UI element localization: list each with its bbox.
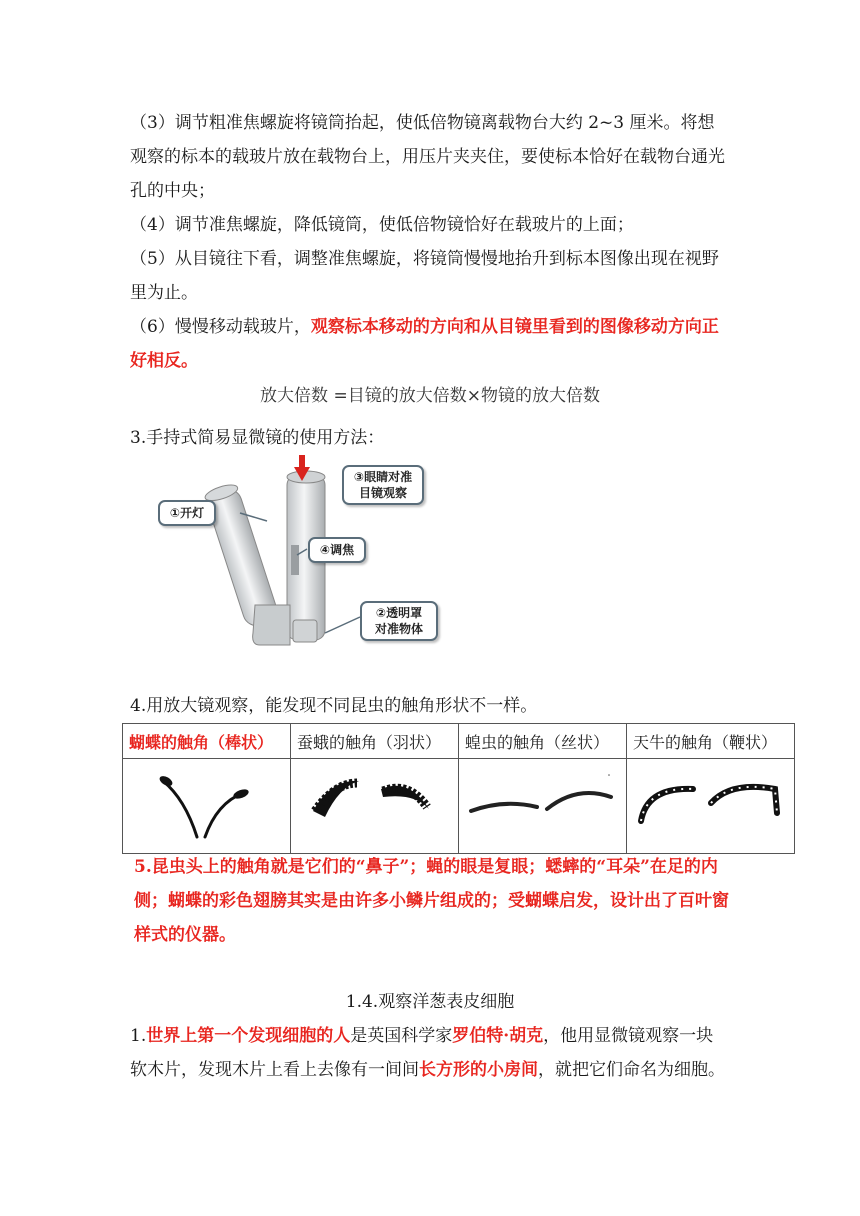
butterfly-antenna-image xyxy=(123,759,291,854)
section-3-heading: 3.手持式简易显微镜的使用方法： xyxy=(130,428,385,448)
paragraph-step-3: （3）调节粗准焦螺旋将镜筒抬起，使低倍物镜离载物台大约 2~3 厘米。将想观察的标本的载玻片放在载物台上，用压片夹夹住，要使标本恰好在载物台通光孔的中央； xyxy=(130,113,725,201)
antenna-table xyxy=(122,723,795,854)
cell-text-4: ，就把它们命名为细胞。 xyxy=(538,1060,725,1080)
paragraph-step-4: （4）调节准焦螺旋，降低镜筒，使低倍物镜恰好在载玻片的上面； xyxy=(130,215,634,235)
step-6-highlight: 观察标本移动的方向和从目镜里看到的图像移动方向正好相反。 xyxy=(130,317,719,371)
handheld-microscope-figure xyxy=(155,455,440,655)
cell-text-3: ，他用显微镜观察一块软木片，发现木片上看上去像有一间间 xyxy=(130,1026,714,1080)
locust-antenna-image xyxy=(459,759,627,854)
arrow-shaft xyxy=(299,455,305,469)
header-longhorn-beetle: 天牛的触角（鞭状） xyxy=(627,724,795,759)
header-locust: 蝗虫的触角（丝状） xyxy=(459,724,627,759)
cell-discovery-paragraph xyxy=(130,1019,730,1087)
section-4-heading: 4.用放大镜观察，能发现不同昆虫的触角形状不一样。 xyxy=(130,696,538,716)
cell-text-2: 是英国科学家 xyxy=(350,1026,453,1046)
callout-2-line-2: 对准物体 xyxy=(374,622,423,636)
header-butterfly: 蝴蝶的触角（棒状） xyxy=(123,724,291,759)
antenna-table-image-row xyxy=(123,759,795,854)
callout-cover-on-object xyxy=(360,601,438,641)
heading-1-4: 1.4.观察洋葱表皮细胞 xyxy=(345,992,515,1012)
longhorn-beetle-antenna-image xyxy=(627,759,795,854)
paragraph-step-6 xyxy=(130,310,730,378)
cell-highlight-hooke: 罗伯特·胡克 xyxy=(452,1026,544,1046)
paragraph-step-5: （5）从目镜往下看，调整准焦螺旋，将镜筒慢慢地抬升到标本图像出现在视野里为止。 xyxy=(130,249,719,303)
section-5-paragraph: 5.昆虫头上的触角就是它们的“鼻子”；蝇的眼是复眼；蟋蟀的“耳朵”在足的内侧；蝴蝶的彩色翅膀其实是由许多小鳞片组成的；受蝴蝶启发，设计出了百叶窗样式的仪器。 xyxy=(134,857,729,945)
cell-text-1: 1. xyxy=(130,1026,147,1046)
callout-turn-on-light: ①开灯 xyxy=(158,500,216,526)
step-6-text: （6）慢慢移动载玻片， xyxy=(130,317,311,337)
silkmoth-antenna-image xyxy=(291,759,459,854)
callout-3-line-2: 目镜观察 xyxy=(358,486,407,500)
callout-2-line-1: ②透明罩 xyxy=(375,606,423,620)
cell-highlight-small-rooms: 长方形的小房间 xyxy=(419,1060,538,1080)
header-silkmoth: 蚕蛾的触角（羽状） xyxy=(291,724,459,759)
antenna-table-header-row xyxy=(123,724,795,759)
callout-focus: ④调焦 xyxy=(308,537,366,563)
cell-highlight-first-discoverer: 世界上第一个发现细胞的人 xyxy=(146,1026,351,1046)
magnification-formula: 放大倍数 =目镜的放大倍数×物镜的放大倍数 xyxy=(260,386,600,406)
callout-3-line-1: ③眼睛对准 xyxy=(353,470,413,484)
callout-eye-on-eyepiece xyxy=(342,465,424,505)
